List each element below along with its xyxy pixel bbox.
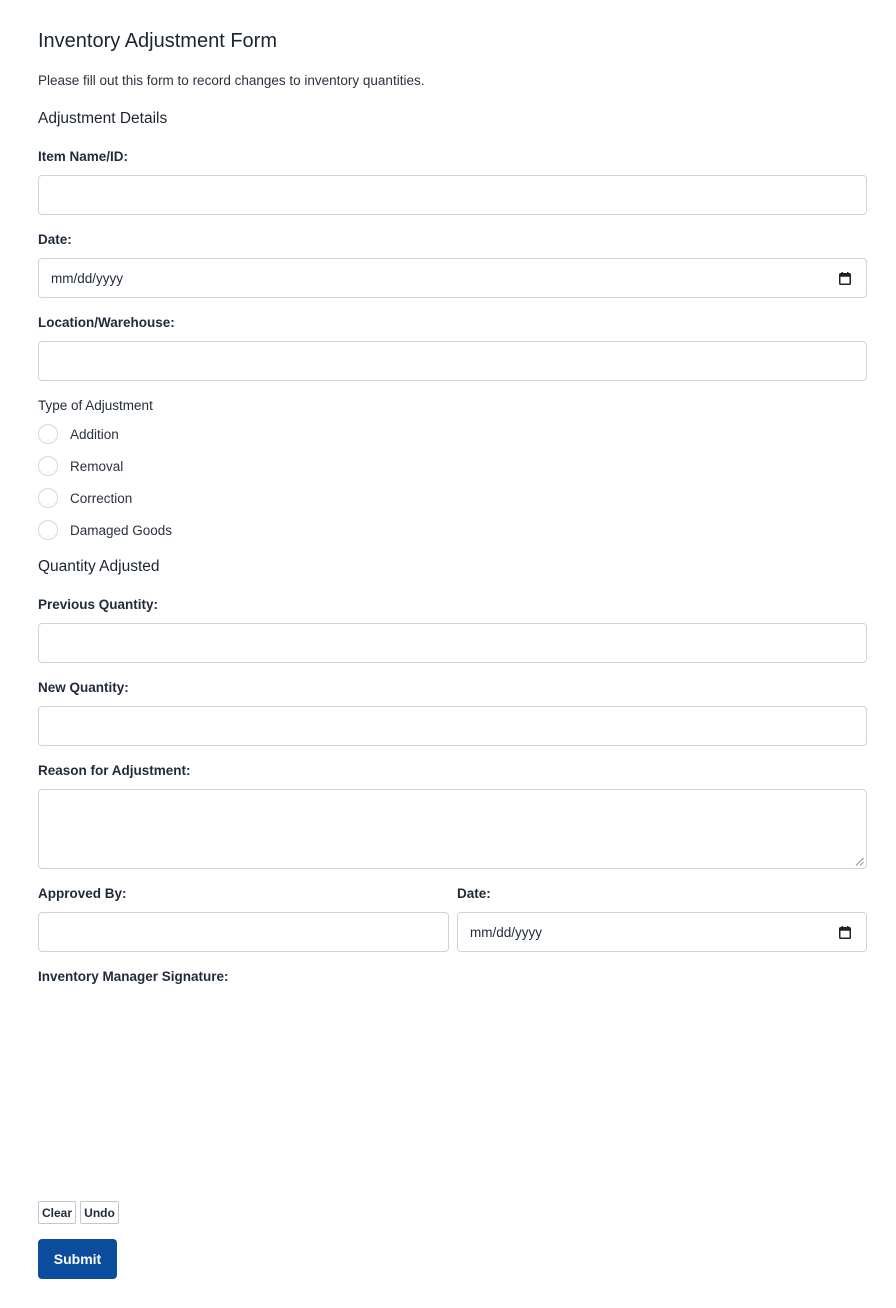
- radio-label: Removal: [70, 458, 124, 474]
- adjustment-type-label: Type of Adjustment: [38, 398, 153, 413]
- date-placeholder: mm/dd/yyyy: [51, 270, 124, 286]
- approval-date-input[interactable]: [457, 912, 867, 952]
- radio-option-correction[interactable]: [38, 488, 132, 508]
- signature-label: Inventory Manager Signature:: [38, 969, 229, 984]
- calendar-icon[interactable]: [839, 272, 851, 285]
- section-title-adjustment-details: Adjustment Details: [38, 110, 168, 127]
- reason-textarea[interactable]: [38, 789, 867, 869]
- radio-option-removal[interactable]: [38, 456, 123, 476]
- date-label: Date:: [38, 232, 72, 247]
- approved-by-label: Approved By:: [38, 886, 127, 901]
- approval-date-placeholder: mm/dd/yyyy: [470, 924, 543, 940]
- item-name-input[interactable]: [38, 175, 867, 215]
- submit-button[interactable]: Submit: [38, 1239, 117, 1279]
- new-quantity-label: New Quantity:: [38, 680, 129, 695]
- radio-label: Correction: [70, 490, 133, 506]
- location-label: Location/Warehouse:: [38, 315, 175, 330]
- new-quantity-input[interactable]: [38, 706, 867, 746]
- location-input[interactable]: [38, 341, 867, 381]
- date-input[interactable]: [38, 258, 867, 298]
- radio-unchecked-icon[interactable]: [38, 488, 58, 508]
- approval-date-label: Date:: [457, 886, 491, 901]
- radio-label: Addition: [70, 426, 119, 442]
- signature-pad[interactable]: [38, 995, 866, 1190]
- page-title: Inventory Adjustment Form: [38, 30, 277, 52]
- undo-signature-button[interactable]: Undo: [80, 1201, 119, 1224]
- reason-label: Reason for Adjustment:: [38, 763, 191, 778]
- radio-option-damaged-goods[interactable]: [38, 520, 172, 540]
- radio-option-addition[interactable]: [38, 424, 119, 444]
- approved-by-input[interactable]: [38, 912, 449, 952]
- radio-unchecked-icon[interactable]: [38, 424, 58, 444]
- previous-quantity-label: Previous Quantity:: [38, 597, 159, 612]
- radio-label: Damaged Goods: [70, 522, 173, 538]
- resize-grip-icon[interactable]: [855, 857, 864, 866]
- radio-unchecked-icon[interactable]: [38, 520, 58, 540]
- section-title-quantity-adjusted: Quantity Adjusted: [38, 558, 160, 575]
- item-name-label: Item Name/ID:: [38, 149, 129, 164]
- radio-unchecked-icon[interactable]: [38, 456, 58, 476]
- clear-signature-button[interactable]: Clear: [38, 1201, 76, 1224]
- form-intro: Please fill out this form to record changes to inventory quantities.: [38, 73, 425, 88]
- previous-quantity-input[interactable]: [38, 623, 867, 663]
- calendar-icon[interactable]: [839, 926, 851, 939]
